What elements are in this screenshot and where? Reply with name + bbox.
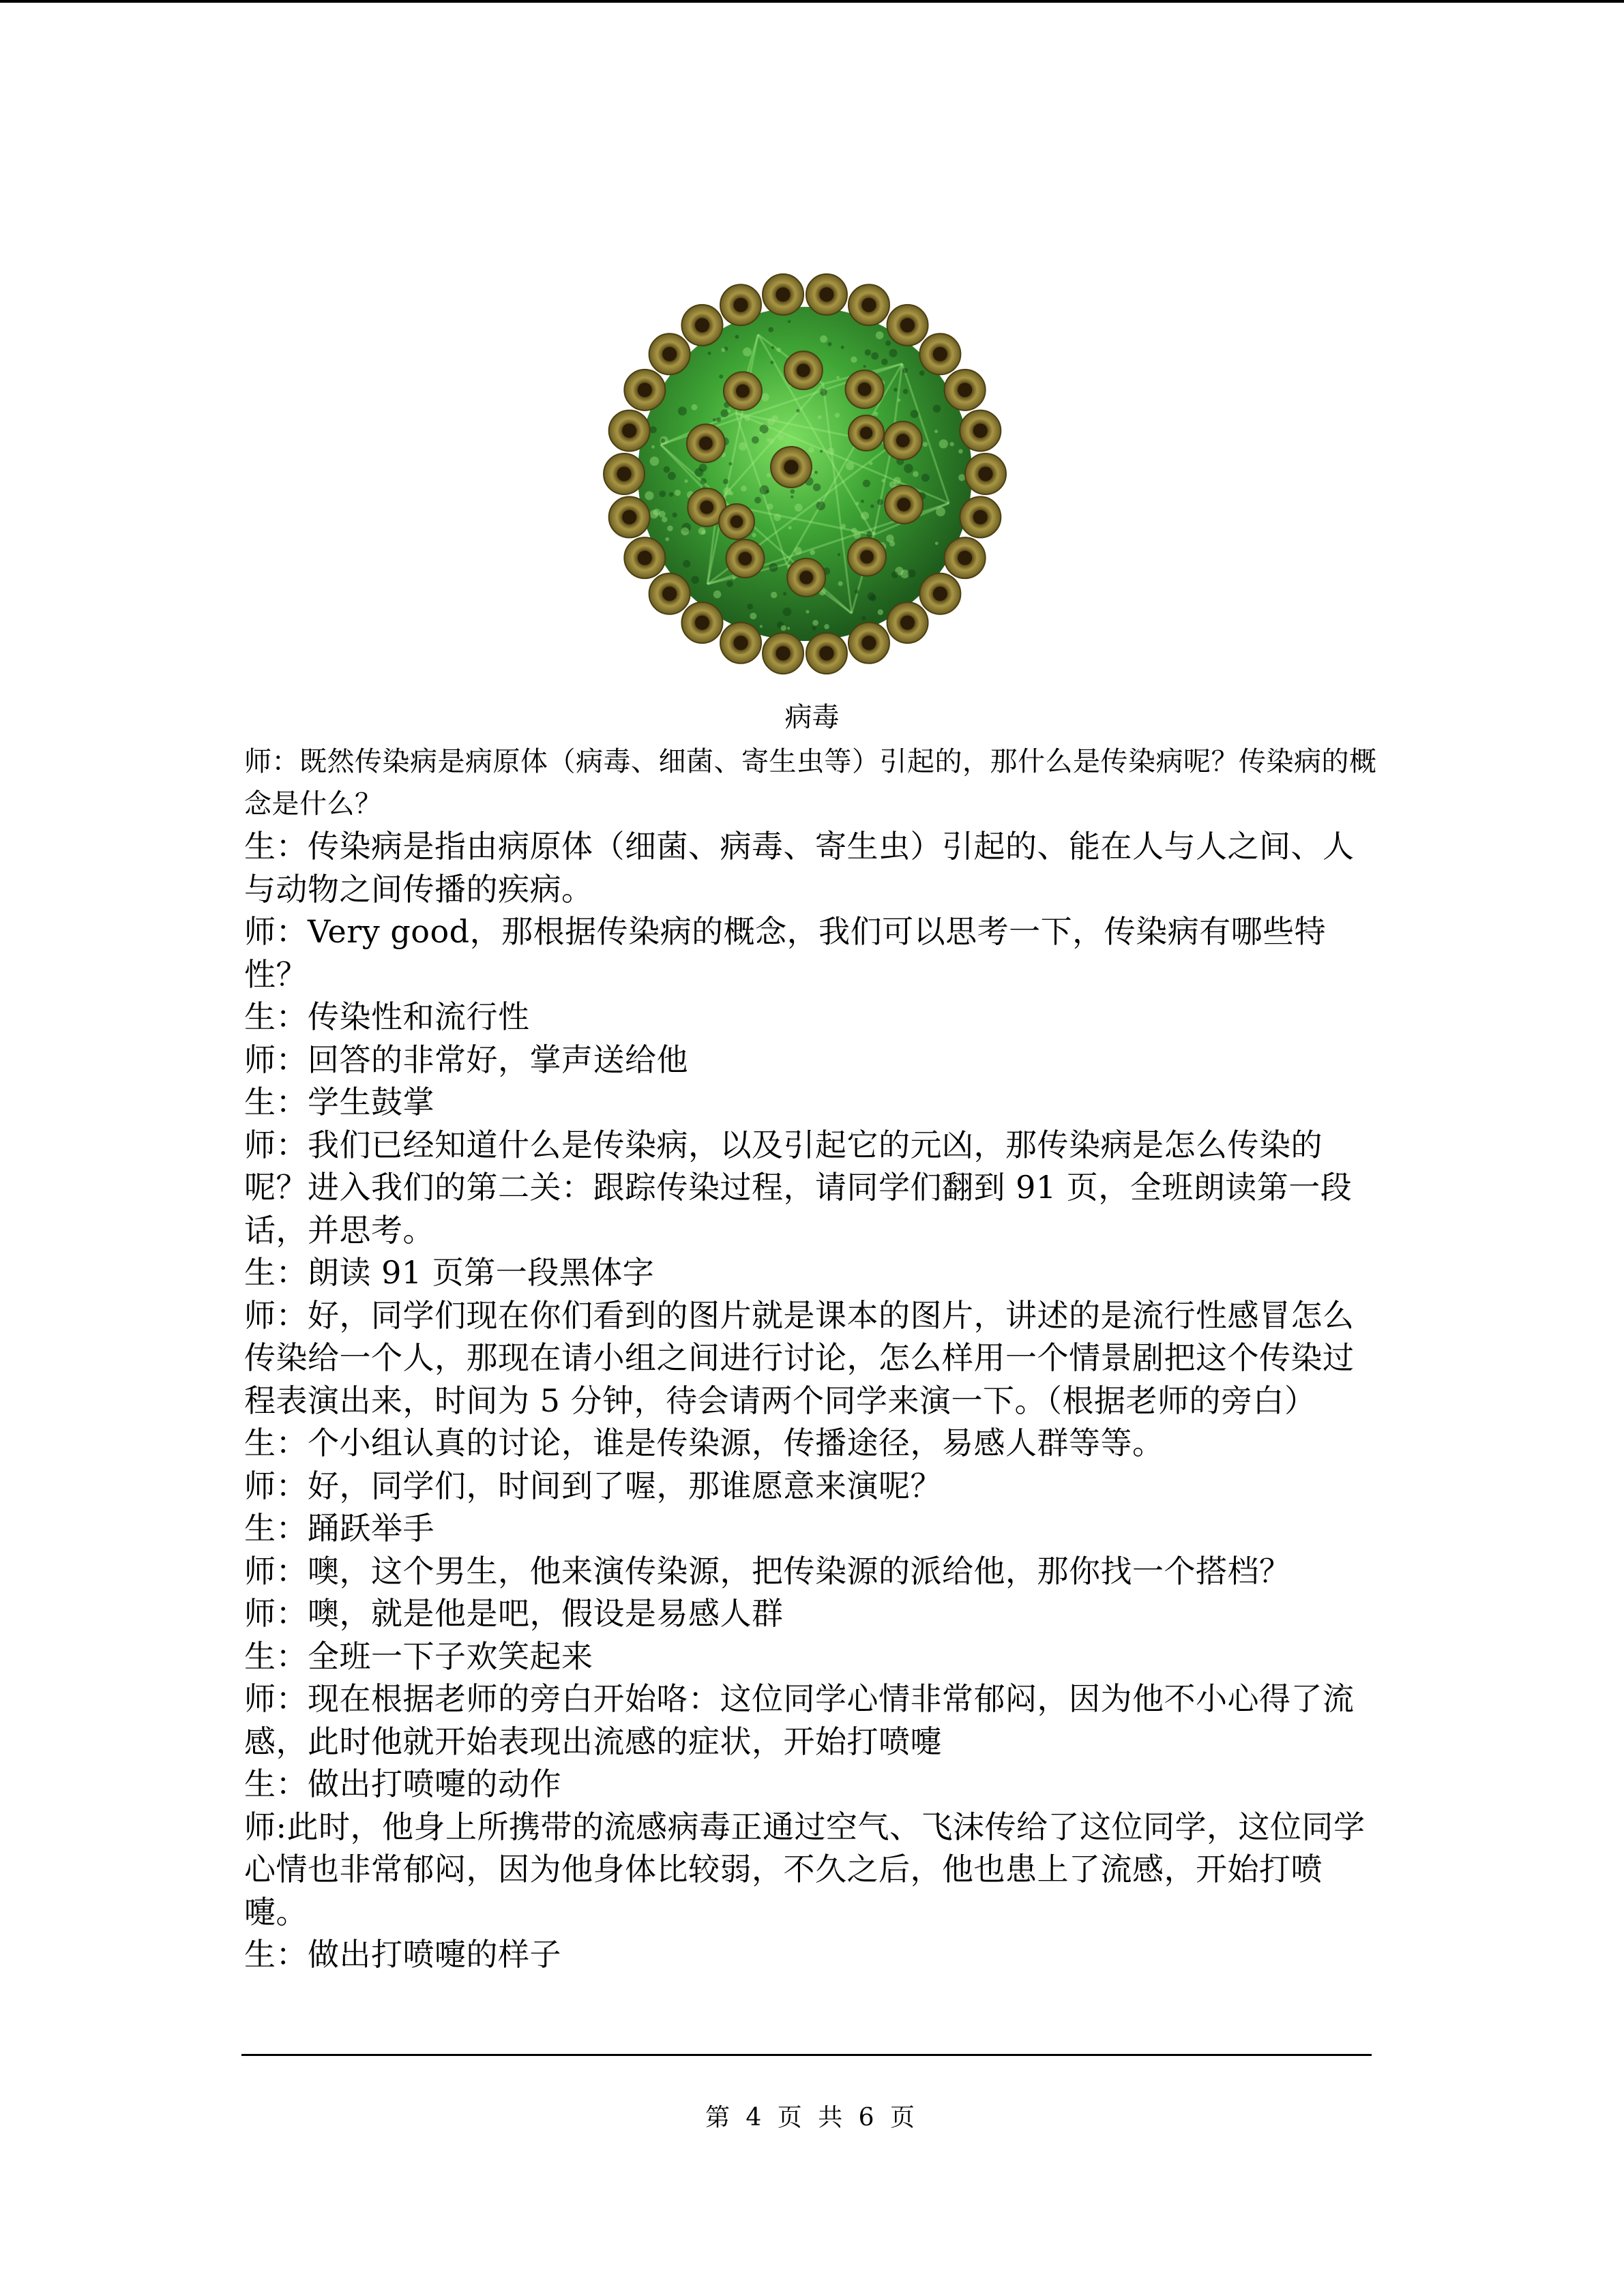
virus-texture-dot [645, 491, 653, 500]
virus-texture-dot [788, 320, 791, 323]
paragraph: 生：学生鼓掌 [244, 1084, 434, 1120]
virus-texture-dot [752, 436, 759, 444]
paragraph: 生：做出打喷嚏的动作 [244, 1765, 561, 1802]
virus-texture-dot [684, 479, 688, 483]
paragraph: 生：传染性和流行性 [244, 998, 530, 1035]
virus-texture-dot [877, 499, 883, 505]
virus-texture-dot [720, 409, 728, 417]
virus-icon [559, 245, 1050, 696]
virus-texture-dot [733, 576, 736, 580]
virus-texture-dot [683, 560, 690, 567]
virus-texture-dot [816, 501, 825, 510]
virus-texture-dot [741, 486, 747, 492]
virus-texture-dot [820, 389, 827, 396]
virus-spike [945, 370, 986, 411]
virus-texture-dot [700, 478, 707, 484]
virus-texture-dot [708, 352, 711, 355]
virus-spike [720, 284, 761, 325]
virus-texture-dot [871, 353, 879, 360]
top-border-line [0, 0, 1624, 3]
virus-spike [848, 284, 889, 325]
virus-texture-dot [650, 456, 660, 466]
virus-texture-dot [936, 507, 945, 516]
virus-spike [624, 537, 665, 578]
virus-texture-dot [820, 336, 827, 343]
paragraph: 师：好，同学们现在你们看到的图片就是课本的图片，讲述的是流行性感冒怎么传染给一个人，那现在请小组之间进行讨论，怎么样用一个情景剧把这个传染过程表演出来，时间为 5 分钟，待会请两个同学来演一下。（根据老师的旁白） [244, 1296, 1355, 1419]
virus-texture-dot [668, 472, 676, 480]
virus-texture-dot [878, 610, 883, 615]
virus-texture-dot [662, 517, 667, 522]
virus-spike [965, 453, 1006, 494]
virus-texture-dot [881, 359, 888, 366]
virus-texture-dot [771, 592, 777, 598]
virus-texture-dot [719, 374, 723, 378]
virus-texture-dot [778, 434, 784, 441]
virus-texture-dot [820, 450, 823, 453]
virus-texture-dot [767, 473, 771, 478]
virus-texture-dot [783, 592, 786, 595]
virus-texture-dot [669, 492, 674, 497]
virus-texture-dot [649, 426, 656, 433]
virus-texture-dot [907, 569, 915, 578]
virus-texture-dot [865, 349, 871, 355]
virus-spike [848, 415, 884, 451]
virus-texture-dot [881, 479, 885, 482]
virus-texture-dot [853, 532, 861, 539]
virus-texture-dot [923, 442, 928, 447]
virus-spike [649, 573, 690, 614]
virus-spike [806, 633, 847, 674]
paragraph: 师：Very good，那根据传染病的概念，我们可以思考一下，传染病有哪些特性？ [244, 913, 1327, 993]
virus-texture-dot [723, 479, 728, 484]
virus-texture-dot [770, 361, 773, 364]
virus-spike [719, 504, 754, 539]
paragraph: 生：踊跃举手 [244, 1510, 434, 1547]
virus-texture-dot [651, 445, 655, 449]
virus-texture-dot [791, 489, 795, 494]
virus-texture-dot [824, 624, 829, 629]
virus-texture-dot [838, 553, 840, 556]
virus-texture-dot [729, 491, 733, 495]
virus-texture-dot [678, 406, 687, 415]
virus-texture-dot [904, 464, 913, 473]
virus-texture-dot [721, 348, 725, 352]
virus-texture-dot [891, 571, 898, 578]
virus-texture-dot [949, 442, 954, 446]
virus-spike [681, 305, 722, 346]
virus-texture-dot [861, 500, 864, 503]
virus-figure [559, 245, 1050, 696]
virus-texture-dot [876, 331, 884, 340]
virus-spike [771, 447, 812, 488]
virus-texture-dot [836, 376, 840, 379]
virus-texture-dot [771, 346, 775, 349]
virus-texture-dot [812, 620, 818, 626]
dialogue-text [244, 741, 1381, 1976]
virus-texture-dot [851, 357, 857, 363]
virus-spike [960, 496, 1001, 537]
virus-texture-dot [808, 447, 814, 453]
virus-texture-dot [911, 410, 919, 418]
virus-spike [887, 305, 928, 346]
paragraph: 师：现在根据老师的旁白开始咯：这位同学心情非常郁闷，因为他不小心得了流感，此时他就开始表现出流感的症状，开始打喷嚏 [244, 1680, 1355, 1760]
virus-texture-dot [902, 368, 908, 373]
virus-texture-dot [769, 563, 778, 572]
virus-texture-dot [810, 550, 815, 555]
virus-texture-dot [743, 348, 752, 357]
virus-texture-dot [659, 490, 666, 497]
virus-texture-dot [752, 533, 756, 537]
virus-texture-dot [760, 432, 763, 434]
virus-texture-dot [750, 612, 756, 619]
footer-divider [241, 2054, 1372, 2056]
virus-texture-dot [691, 576, 699, 584]
virus-texture-dot [795, 503, 803, 511]
paragraph: 师:此时，他身上所携带的流感病毒正通过空气、飞沫传给了这位同学，这位同学心情也非常郁闷，因为他身体比较弱，不久之后，他也患上了流感，开始打喷嚏。 [244, 1808, 1365, 1930]
virus-texture-dot [903, 389, 909, 394]
paragraph: 师：好，同学们，时间到了喔，那谁愿意来演呢？ [244, 1467, 942, 1504]
virus-spike [687, 424, 725, 462]
virus-texture-dot [727, 409, 730, 413]
virus-texture-dot [661, 438, 666, 443]
virus-texture-dot [885, 340, 891, 346]
paragraph: 师：回答的非常好，掌声送给他 [244, 1041, 688, 1078]
virus-texture-dot [675, 490, 681, 496]
virus-texture-dot [870, 505, 874, 509]
virus-texture-dot [767, 438, 770, 441]
virus-texture-dot [713, 591, 721, 598]
virus-spike [609, 496, 650, 537]
virus-spike [846, 370, 884, 408]
virus-texture-dot [827, 342, 831, 346]
paragraph: 师：既然传染病是病原体（病毒、细菌、寄生虫等）引起的，那什么是传染病呢？传染病的概念是什么？ [244, 746, 1377, 820]
virus-texture-dot [773, 513, 781, 521]
virus-spike [624, 370, 665, 411]
virus-texture-dot [766, 490, 769, 493]
virus-texture-dot [898, 398, 901, 402]
virus-texture-dot [869, 462, 872, 465]
virus-texture-dot [681, 527, 689, 535]
virus-texture-dot [806, 610, 809, 614]
virus-texture-dot [841, 524, 846, 528]
virus-texture-dot [814, 471, 818, 474]
virus-texture-dot [861, 616, 866, 620]
virus-texture-dot [788, 526, 792, 529]
paragraph: 生：个小组认真的讨论，谁是传染源，传播途径，易感人群等等。 [244, 1425, 1164, 1461]
virus-texture-dot [921, 474, 930, 482]
virus-texture-dot [855, 502, 859, 505]
virus-texture-dot [692, 404, 698, 411]
virus-texture-dot [796, 409, 799, 413]
virus-spike [887, 602, 928, 643]
virus-spike [848, 623, 889, 664]
virus-texture-dot [919, 370, 925, 376]
virus-spike [784, 351, 823, 389]
virus-texture-dot [768, 327, 773, 333]
virus-texture-dot [713, 418, 716, 421]
virus-spike [724, 372, 762, 410]
virus-spike [787, 558, 825, 597]
virus-texture-dot [653, 509, 661, 516]
virus-texture-dot [855, 590, 859, 594]
virus-spike [919, 333, 960, 374]
virus-texture-dot [744, 415, 750, 421]
virus-texture-dot [958, 474, 965, 481]
virus-texture-dot [783, 608, 792, 616]
virus-texture-dot [894, 388, 897, 391]
virus-texture-dot [663, 466, 670, 473]
figure-caption: 病毒 [784, 702, 840, 733]
virus-spike [649, 333, 690, 374]
virus-texture-dot [872, 531, 876, 535]
virus-texture-dot [787, 627, 790, 629]
virus-texture-dot [861, 511, 869, 520]
virus-texture-dot [767, 418, 775, 426]
virus-texture-dot [886, 535, 894, 543]
virus-texture-dot [812, 626, 816, 630]
virus-texture-dot [776, 348, 781, 353]
virus-spike [806, 274, 847, 315]
virus-texture-dot [863, 365, 866, 368]
virus-texture-dot [835, 413, 840, 417]
virus-spike [885, 486, 923, 524]
virus-spike [945, 537, 986, 578]
paragraph: 师：噢，这个男生，他来演传染源，把传染源的派给他，那你找一个搭档？ [244, 1552, 1291, 1590]
virus-texture-dot [838, 581, 843, 586]
paragraph: 生：朗读 91 页第一段黑体字 [244, 1254, 655, 1291]
virus-texture-dot [934, 430, 938, 433]
virus-texture-dot [935, 541, 939, 545]
virus-spike [763, 633, 803, 674]
paragraph: 师：噢，就是他是吧，假设是易感人群 [244, 1595, 784, 1632]
virus-spike [604, 453, 645, 494]
virus-texture-dot [791, 495, 794, 498]
virus-texture-dot [761, 393, 769, 402]
virus-texture-dot [754, 497, 761, 504]
virus-spike [884, 421, 922, 460]
virus-texture-dot [781, 625, 786, 631]
virus-texture-dot [672, 512, 677, 517]
virus-texture-dot [933, 404, 941, 412]
virus-texture-dot [958, 449, 963, 454]
virus-texture-dot [747, 603, 753, 610]
virus-spike [681, 602, 722, 643]
virus-texture-dot [874, 412, 878, 416]
virus-spike [726, 539, 764, 578]
virus-texture-dot [889, 349, 897, 357]
virus-texture-dot [866, 532, 872, 537]
virus-spike [720, 623, 761, 664]
paragraph: 生：做出打喷嚏的样子 [244, 1936, 561, 1973]
virus-texture-dot [767, 503, 773, 509]
virus-texture-dot [863, 479, 870, 487]
virus-texture-dot [735, 335, 739, 339]
virus-spike [960, 411, 1001, 451]
virus-texture-dot [701, 530, 705, 534]
virus-texture-dot [827, 448, 835, 456]
virus-spike [609, 411, 650, 451]
virus-texture-dot [939, 439, 948, 448]
virus-texture-dot [818, 499, 822, 503]
virus-texture-dot [794, 547, 801, 554]
virus-texture-dot [846, 462, 854, 470]
virus-spike [848, 538, 886, 576]
virus-texture-dot [818, 415, 822, 419]
virus-texture-dot [913, 471, 919, 477]
virus-texture-dot [894, 477, 901, 484]
virus-spike [919, 573, 960, 614]
virus-texture-dot [813, 483, 821, 491]
page-number: 第 4 页 共 6 页 [705, 2104, 919, 2132]
paragraph: 生：全班一下子欢笑起来 [244, 1637, 593, 1675]
virus-texture-dot [665, 537, 669, 541]
virus-texture-dot [728, 462, 732, 466]
virus-texture-dot [716, 417, 721, 422]
virus-texture-dot [699, 464, 707, 472]
virus-texture-dot [841, 346, 844, 349]
virus-spike [763, 274, 803, 315]
virus-texture-dot [726, 580, 733, 587]
paragraph: 生：传染病是指由病原体（细菌、病毒、寄生虫）引起的、能在人与人之间、人与动物之间传播的疾病。 [244, 828, 1355, 908]
virus-texture-dot [760, 625, 763, 627]
virus-texture-dot [739, 442, 747, 450]
paragraph: 师：我们已经知道什么是传染病，以及引起它的元凶，那传染病是怎么传染的呢？进入我们的第二关：跟踪传染过程，请同学们翻到 91 页，全班朗读第一段话，并思考。 [244, 1126, 1353, 1249]
virus-texture-dot [868, 593, 876, 601]
virus-texture-dot [667, 526, 673, 532]
